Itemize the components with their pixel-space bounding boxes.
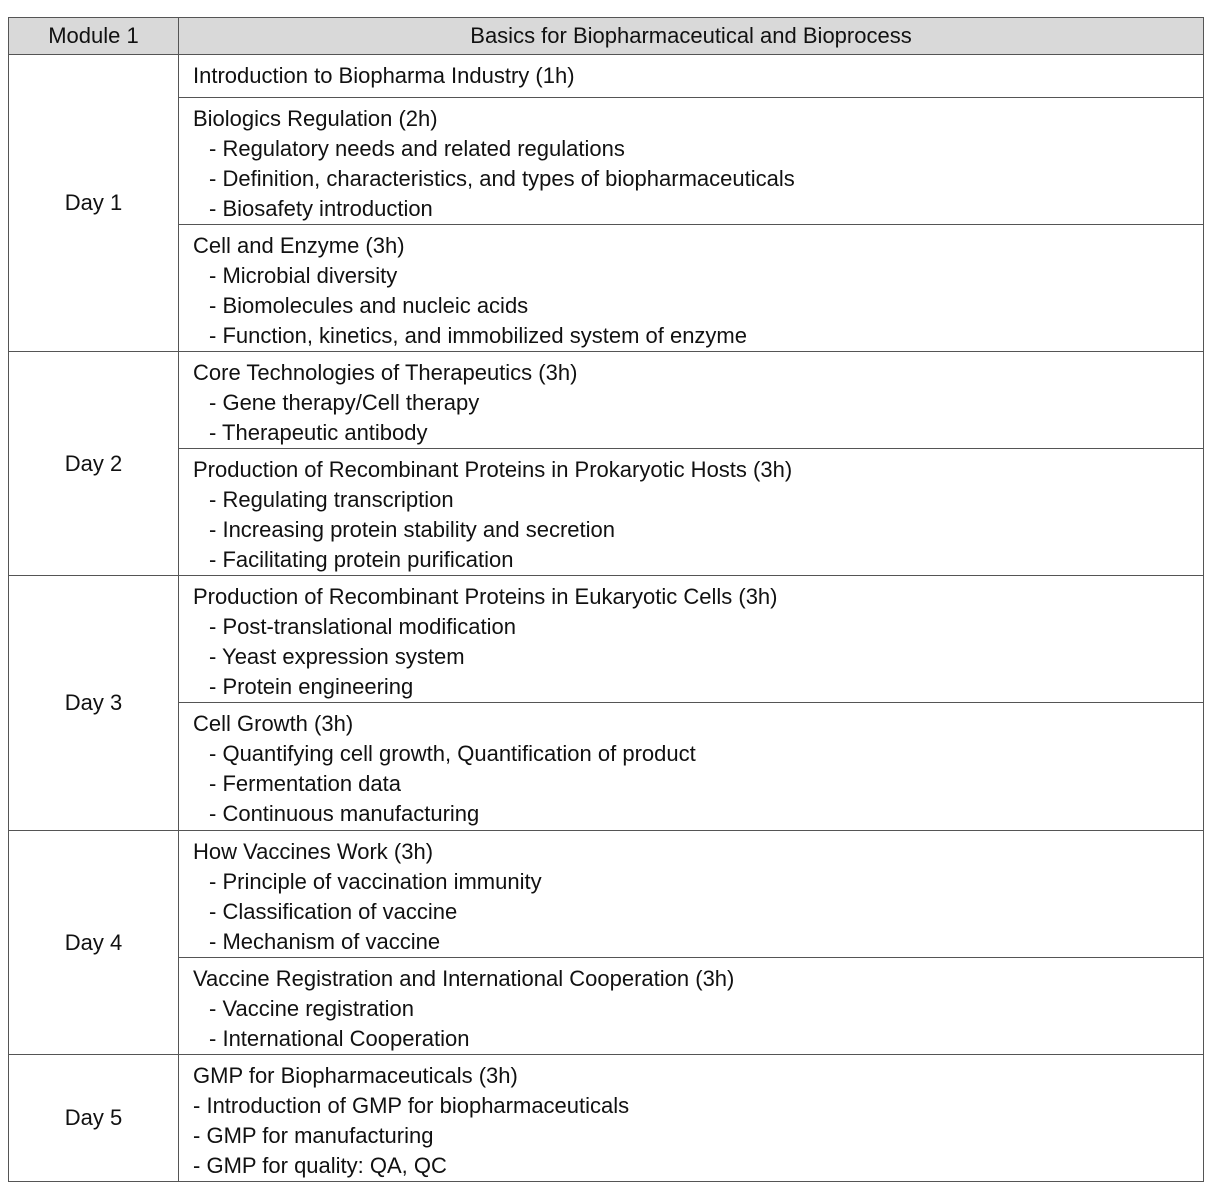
session-item: - Yeast expression system <box>193 642 1203 672</box>
session-row <box>9 703 1204 831</box>
curriculum-body <box>9 55 1204 1182</box>
session-item: - Function, kinetics, and immobilized system of enzyme <box>193 321 1203 351</box>
day-label: Day 4 <box>9 831 179 1055</box>
session-row <box>9 831 1204 958</box>
session-item: - Post-translational modification <box>193 612 1203 642</box>
session-item: - Facilitating protein purification <box>193 545 1203 575</box>
session-item: - Introduction of GMP for biopharmaceuticals <box>193 1091 1203 1121</box>
session-row <box>9 98 1204 225</box>
header-row <box>9 18 1204 55</box>
module-header: Module 1 <box>9 18 179 55</box>
session-item: - Therapeutic antibody <box>193 418 1203 448</box>
session-item: - Classification of vaccine <box>193 897 1203 927</box>
day-label: Day 1 <box>9 55 179 352</box>
session-row <box>9 958 1204 1055</box>
session-title: How Vaccines Work (3h) <box>193 839 434 864</box>
session-item: - Principle of vaccination immunity <box>193 867 1203 897</box>
session-row <box>9 352 1204 449</box>
session-cell <box>179 831 1204 958</box>
session-title: Production of Recombinant Proteins in Eukaryotic Cells (3h) <box>193 584 778 609</box>
session-title: Introduction to Biopharma Industry (1h) <box>193 63 575 88</box>
session-item: - GMP for manufacturing <box>193 1121 1203 1151</box>
session-title: Vaccine Registration and International Cooperation (3h) <box>193 966 735 991</box>
session-cell <box>179 225 1204 352</box>
session-cell <box>179 1055 1204 1182</box>
session-cell <box>179 55 1204 98</box>
session-item: - Biomolecules and nucleic acids <box>193 291 1203 321</box>
session-item: - Definition, characteristics, and types of biopharmaceuticals <box>193 164 1203 194</box>
session-item: - Quantifying cell growth, Quantification of product <box>193 739 1203 769</box>
session-item: - Protein engineering <box>193 672 1203 702</box>
day-label: Day 2 <box>9 352 179 576</box>
session-cell <box>179 449 1204 576</box>
session-item: - International Cooperation <box>193 1024 1203 1054</box>
session-cell <box>179 576 1204 703</box>
curriculum-table <box>8 17 1204 1182</box>
module-title: Basics for Biopharmaceutical and Bioprocess <box>179 18 1204 55</box>
session-item: - Regulating transcription <box>193 485 1203 515</box>
session-item: - Continuous manufacturing <box>193 799 1203 829</box>
session-cell <box>179 352 1204 449</box>
session-title: Cell Growth (3h) <box>193 711 354 736</box>
day-label: Day 3 <box>9 576 179 831</box>
session-row <box>9 449 1204 576</box>
session-item: - Mechanism of vaccine <box>193 927 1203 957</box>
session-item: - Gene therapy/Cell therapy <box>193 388 1203 418</box>
session-row <box>9 1055 1204 1182</box>
session-item: - Microbial diversity <box>193 261 1203 291</box>
session-row <box>9 576 1204 703</box>
session-item: - Vaccine registration <box>193 994 1203 1024</box>
session-item: - Regulatory needs and related regulations <box>193 134 1203 164</box>
session-cell <box>179 703 1204 831</box>
day-label: Day 5 <box>9 1055 179 1182</box>
session-title: Cell and Enzyme (3h) <box>193 233 405 258</box>
session-row <box>9 55 1204 98</box>
session-row <box>9 225 1204 352</box>
session-title: Production of Recombinant Proteins in Prokaryotic Hosts (3h) <box>193 457 793 482</box>
session-title: Core Technologies of Therapeutics (3h) <box>193 360 578 385</box>
session-item: - Fermentation data <box>193 769 1203 799</box>
session-title: GMP for Biopharmaceuticals (3h) <box>193 1063 518 1088</box>
session-item: - Increasing protein stability and secretion <box>193 515 1203 545</box>
session-cell <box>179 958 1204 1055</box>
session-item: - GMP for quality: QA, QC <box>193 1151 1203 1181</box>
session-item: - Biosafety introduction <box>193 194 1203 224</box>
session-title: Biologics Regulation (2h) <box>193 106 438 131</box>
session-cell <box>179 98 1204 225</box>
